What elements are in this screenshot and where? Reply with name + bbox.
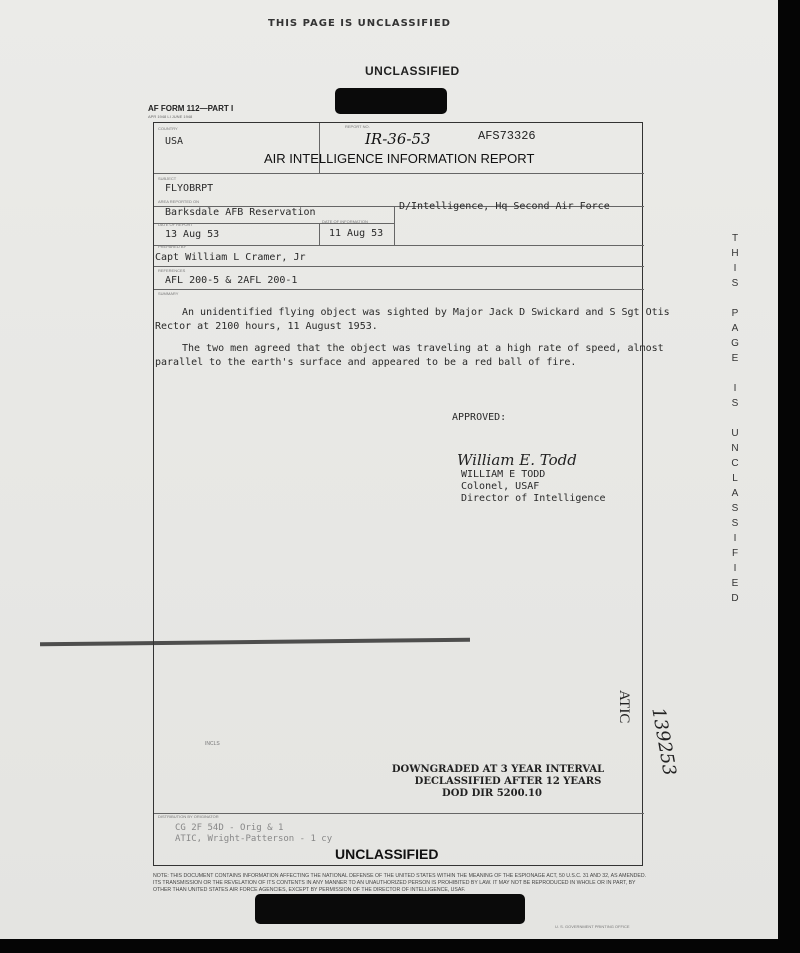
document-page: THIS PAGE IS UNCLASSIFIED UNCLASSIFIED AF FORM 112—PART I APR 1948 LI JUNE 1948 COUNTRY USA REPORT NO. IR-36-53 AFS73326 AIR INTELLIGENCE INFORMATION REPORT SUBJECT FLYOBRPT AREA REPORTED ON Barksdale AFB Reservation D/Intelligence, Hq Second Air Force DATE OF REPORT 13 Aug 53 DATE OF INFORMATION 11 Aug 53 PREPARED BY Capt William L Cramer, Jr REFERENCES AFL 200-5 & 2AFL 200-1 SUMMARY An unidentified flying object was sighted by Major Jack D Swickard and S Sgt Otis Rector at 2100 hours, 11 August 1953. The two men agreed that the object was traveling at a high rate of speed, almost parallel to the earth's surface and appeared to be a red ball of fire. APPROVED: William E. Todd WILLIAM E TODD Colonel, USAF Director of Intelligence INCLS DOWNGRADED AT 3 YEAR INTERVAL DECLASSIFIED AFTER 12 YEARS DOD DIR 5200.10 DISTRIBUTION BY ORIGINATOR CG 2F 54D - Orig & 1 ATIC, Wright-Patterson - 1 cy UNCLASSIFIED NOTE: THIS DOCUMENT CONTAINS INFORMATION AFFECTING THE NATIONAL DEFENSE OF THE UNITED STATES WITHIN THE MEANING OF THE ESPIONAGE ACT, 50 U.S.C. 31 AND 32, AS AMENDED. ITS TRANSMISSION OR THE REVELATION OF ITS CONTENTS IN ANY MANNER TO AN UNAUTHORIZED PERSON IS PROHIBITED BY LAW. IT MAY NOT BE REPRODUCED IN WHOLE OR IN PART, BY OTHER THAN UNITED STATES AIR FORCE AGENCIES, EXCEPT BY PERMISSION OF THE DIRECTOR OF INTELLIGENCE, USAF. U. S. GOVERNMENT PRINTING OFFICE T H I S P A G E I S U N C L A S S I F I E D ATIC 139253 [0,0,800,953]
approved-label: APPROVED: [452,412,507,423]
distribution-line-2: ATIC, Wright-Patterson - 1 cy [175,834,333,844]
afs-number: AFS73326 [478,129,536,143]
paragraph-2-line-1: The two men agreed that the object was traveling at a high rate of speed, almost [182,343,664,354]
downgrade-line-3: DOD DIR 5200.10 [442,788,542,799]
atic-label: ATIC [616,690,632,724]
references-field: AFL 200-5 & 2AFL 200-1 [165,275,298,286]
form-subtitle: APR 1948 LI JUNE 1948 [148,114,193,119]
distribution-line-1: CG 2F 54D - Orig & 1 [175,823,284,833]
redaction-block-top [335,88,447,114]
report-title: AIR INTELLIGENCE INFORMATION REPORT [264,151,535,166]
paragraph-1-line-2: Rector at 2100 hours, 11 August 1953. [155,321,378,332]
scan-border-right [778,0,800,953]
downgrade-line-2: DECLASSIFIED AFTER 12 YEARS [414,776,602,787]
distribution-label: DISTRIBUTION BY ORIGINATOR [158,814,219,819]
area-field: Barksdale AFB Reservation [165,207,316,218]
downgrade-line-1: DOWNGRADED AT 3 YEAR INTERVAL [391,764,605,775]
approver-position: Director of Intelligence [461,493,606,504]
inclosures-label: INCLS [205,741,220,747]
country-field: USA [165,136,184,147]
prepared-by-field: Capt William L Cramer, Jr [155,252,306,263]
top-classification: UNCLASSIFIED [365,64,460,78]
approver-name: WILLIAM E TODD [461,469,546,480]
signature: William E. Todd [457,451,577,469]
from-agency-field: D/Intelligence, Hq Second Air Force [399,201,610,212]
date-of-information-field: 11 Aug 53 [329,228,384,239]
report-number-handwritten: IR-36-53 [365,130,431,148]
side-classification-stamp: T H I S P A G E I S U N C L A S S I F I E D [731,233,739,604]
page-header-stamp: THIS PAGE IS UNCLASSIFIED [268,18,451,29]
paragraph-2-line-2: parallel to the earth's surface and appeared to be a red ball of fire. [155,357,577,368]
paragraph-1-line-1: An unidentified flying object was sighted by Major Jack D Swickard and S Sgt Otis [182,307,670,318]
redaction-block-bottom [255,894,525,924]
approver-rank: Colonel, USAF [461,481,540,492]
scan-border-bottom [0,939,800,953]
subject-field: FLYOBRPT [165,183,214,194]
bottom-classification: UNCLASSIFIED [335,846,439,862]
form-number: AF FORM 112—PART I [148,104,234,113]
legal-note: NOTE: THIS DOCUMENT CONTAINS INFORMATION AFFECTING THE NATIONAL DEFENSE OF THE UNITED STATES WITHIN THE MEANING OF THE ESPIONAGE ACT, 50 U.S.C. 31 AND 32, AS AMENDED. ITS TRANSMISSION OR THE REVELATION OF ITS CONTENTS IN ANY MANNER TO AN UNAUTHORIZED PERSON IS PROHIBITED BY LAW. IT MAY NOT BE REPRODUCED IN WHOLE OR IN PART, BY OTHER THAN UNITED STATES AIR FORCE AGENCIES, EXCEPT BY PERMISSION OF THE DIRECTOR OF INTELLIGENCE, USAF. [153,873,647,893]
atic-number: 139253 [647,706,680,778]
date-of-report-field: 13 Aug 53 [165,229,220,240]
printing-office: U. S. GOVERNMENT PRINTING OFFICE [555,924,630,929]
